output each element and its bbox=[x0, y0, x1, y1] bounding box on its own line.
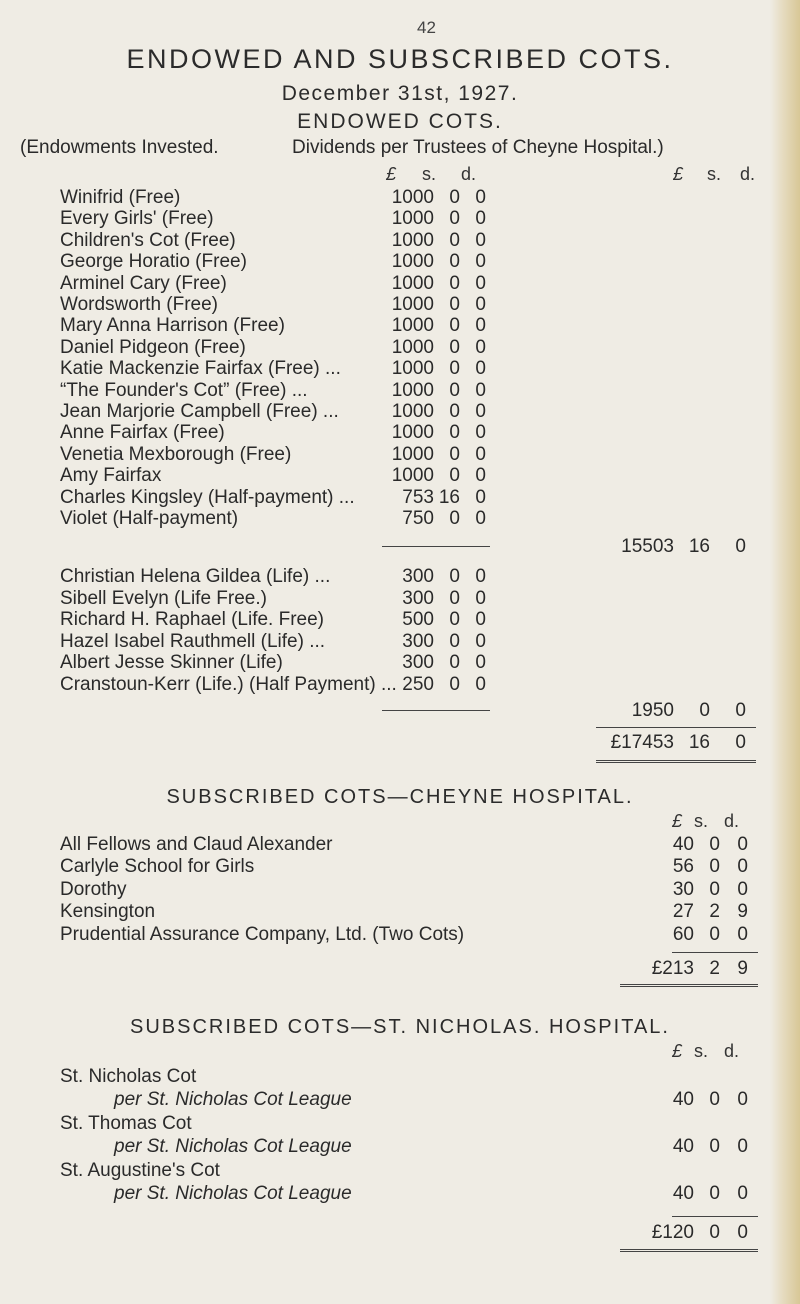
report-date: December 31st, 1927. bbox=[281, 82, 519, 105]
shillings-value: 0 bbox=[449, 465, 460, 487]
pence-value: 0 bbox=[475, 630, 486, 652]
shillings-value: 16 bbox=[438, 486, 460, 508]
endowed-free-total: 15503 16 0 bbox=[621, 536, 746, 557]
pounds-value: 300 bbox=[402, 652, 434, 674]
grand-total-rule bbox=[620, 1249, 758, 1252]
shillings-header-total: s. bbox=[707, 164, 722, 184]
pounds-value: 1000 bbox=[391, 294, 434, 315]
pounds-value: 1000 bbox=[391, 336, 434, 358]
pence-value: 0 bbox=[475, 379, 486, 401]
cot-name: Prudential Assurance Company, Ltd. (Two Cots) bbox=[60, 923, 465, 945]
stnich-heading: SUBSCRIBED COTS—ST. NICHOLAS. HOSPITAL. bbox=[130, 1016, 670, 1038]
pence-value: 0 bbox=[475, 294, 486, 315]
cot-via: per St. Nicholas Cot League bbox=[114, 1089, 352, 1110]
cot-name: Richard H. Raphael (Life. Free) bbox=[60, 609, 324, 631]
pounds-value: 1000 bbox=[391, 443, 434, 465]
pounds-value: 40 bbox=[672, 1136, 694, 1157]
total-rule bbox=[596, 727, 756, 728]
cot-name: Violet (Half-payment) bbox=[60, 508, 239, 529]
shillings-value: 0 bbox=[449, 315, 460, 337]
cot-name: Every Girls' (Free) bbox=[60, 208, 214, 230]
cot-name: St. Nicholas Cot bbox=[60, 1066, 197, 1087]
list-item bbox=[0, 294, 780, 316]
cheyne-total: £213 2 9 bbox=[651, 958, 748, 979]
shillings-value: 0 bbox=[449, 566, 460, 587]
list-item-detail bbox=[0, 1183, 780, 1205]
pounds-value: 500 bbox=[402, 609, 434, 631]
pounds-value: 1000 bbox=[391, 401, 434, 422]
list-item bbox=[0, 924, 780, 946]
shillings-value: 0 bbox=[709, 834, 720, 855]
pence-value: 0 bbox=[737, 878, 748, 900]
shillings-value: 0 bbox=[449, 652, 460, 674]
endowed-life-total: 1950 0 0 bbox=[631, 700, 746, 721]
list-item bbox=[0, 631, 780, 653]
pence-value: 0 bbox=[475, 336, 486, 358]
list-item-detail bbox=[0, 1136, 780, 1158]
shillings-value: 0 bbox=[449, 609, 460, 631]
pence-value: 0 bbox=[475, 187, 486, 208]
pounds-value: 1000 bbox=[391, 251, 434, 273]
list-item bbox=[0, 358, 780, 380]
pounds-value: 1000 bbox=[391, 315, 434, 337]
list-item bbox=[0, 380, 780, 402]
pence-value: 0 bbox=[475, 422, 486, 444]
pence-value: 0 bbox=[475, 272, 486, 294]
pounds-value: 1000 bbox=[391, 272, 434, 294]
pence-value: 0 bbox=[475, 208, 486, 230]
list-item bbox=[0, 401, 780, 423]
cot-name: Children's Cot (Free) bbox=[60, 229, 236, 251]
list-item bbox=[0, 422, 780, 444]
list-item-detail bbox=[0, 1089, 780, 1111]
cot-name: Amy Fairfax bbox=[60, 465, 162, 487]
stnich-currency-header: £ s. d. bbox=[672, 1041, 740, 1061]
list-item bbox=[0, 879, 780, 901]
cot-name: Mary Anna Harrison (Free) bbox=[60, 315, 285, 337]
list-item bbox=[0, 273, 780, 295]
pence-value: 0 bbox=[475, 587, 486, 609]
shillings-value: 0 bbox=[449, 336, 460, 358]
cot-name: Albert Jesse Skinner (Life) bbox=[60, 652, 283, 674]
list-item bbox=[0, 444, 780, 466]
endowed-heading: ENDOWED COTS. bbox=[297, 110, 503, 133]
pence-value: 0 bbox=[737, 856, 748, 878]
list-item bbox=[0, 508, 780, 530]
subtotal-rule bbox=[672, 952, 758, 953]
pounds-header: £ bbox=[386, 164, 397, 184]
pounds-value: 1000 bbox=[391, 187, 434, 208]
list-item bbox=[0, 1066, 780, 1088]
cot-via: per St. Nicholas Cot League bbox=[114, 1183, 352, 1204]
pounds-value: 300 bbox=[402, 566, 434, 587]
list-item bbox=[0, 465, 780, 487]
pounds-value: 1000 bbox=[391, 422, 434, 444]
cot-name: Kensington bbox=[60, 901, 156, 923]
cot-name: Wordsworth (Free) bbox=[60, 294, 219, 315]
pounds-value: 1000 bbox=[391, 229, 434, 251]
cot-name: All Fellows and Claud Alexander bbox=[60, 834, 333, 855]
shillings-value: 0 bbox=[449, 251, 460, 273]
shillings-value: 0 bbox=[449, 674, 460, 695]
pence-header-total: d. bbox=[740, 164, 756, 184]
cheyne-currency-header: £ s. d. bbox=[672, 811, 740, 831]
shillings-value: 0 bbox=[709, 923, 720, 945]
cot-name: St. Thomas Cot bbox=[60, 1113, 192, 1134]
cot-name: Cranstoun-Kerr (Life.) (Half Payment) ... bbox=[60, 674, 397, 695]
pounds-value: 300 bbox=[402, 587, 434, 609]
cot-name: Charles Kingsley (Half-payment) ... bbox=[60, 486, 355, 508]
shillings-value: 0 bbox=[709, 1183, 720, 1204]
shillings-value: 0 bbox=[449, 294, 460, 315]
list-item bbox=[0, 1160, 780, 1182]
pounds-value: 1000 bbox=[391, 379, 434, 401]
subtotal-rule bbox=[672, 1216, 758, 1217]
pence-value: 0 bbox=[475, 652, 486, 674]
pounds-value: 1000 bbox=[391, 208, 434, 230]
pounds-value: 60 bbox=[672, 923, 694, 945]
list-item bbox=[0, 251, 780, 273]
pounds-value: 1000 bbox=[391, 465, 434, 487]
shillings-value: 0 bbox=[449, 229, 460, 251]
pence-value: 0 bbox=[475, 401, 486, 422]
pounds-value: 1000 bbox=[391, 358, 434, 380]
pounds-value: 753 bbox=[402, 486, 434, 508]
page-number: 42 bbox=[417, 18, 436, 37]
list-item bbox=[0, 834, 780, 856]
pounds-value: 27 bbox=[672, 901, 694, 923]
cot-name: Winifrid (Free) bbox=[60, 187, 181, 208]
pounds-value: 750 bbox=[402, 508, 434, 529]
cot-name: Dorothy bbox=[60, 878, 127, 900]
list-item bbox=[0, 208, 780, 230]
shillings-value: 2 bbox=[709, 901, 720, 923]
pence-value: 0 bbox=[475, 358, 486, 380]
shillings-value: 0 bbox=[449, 508, 460, 529]
pounds-value: 56 bbox=[672, 856, 694, 878]
pounds-value: 30 bbox=[672, 878, 694, 900]
cot-name: St. Augustine's Cot bbox=[60, 1160, 220, 1181]
list-item bbox=[0, 652, 780, 674]
pence-value: 0 bbox=[737, 923, 748, 945]
pence-value: 0 bbox=[475, 674, 486, 695]
pence-value: 0 bbox=[475, 251, 486, 273]
shillings-value: 0 bbox=[449, 379, 460, 401]
pence-value: 0 bbox=[475, 486, 486, 508]
shillings-value: 0 bbox=[449, 630, 460, 652]
pence-value: 0 bbox=[737, 834, 748, 855]
pence-value: 0 bbox=[737, 1136, 748, 1157]
shillings-value: 0 bbox=[449, 208, 460, 230]
list-item bbox=[0, 337, 780, 359]
shillings-header: s. bbox=[422, 164, 437, 184]
shillings-value: 0 bbox=[709, 1136, 720, 1157]
pence-value: 0 bbox=[737, 1183, 748, 1204]
cot-name: Arminel Cary (Free) bbox=[60, 272, 227, 294]
page-title: ENDOWED AND SUBSCRIBED COTS. bbox=[126, 44, 674, 74]
shillings-value: 0 bbox=[449, 187, 460, 208]
list-item bbox=[0, 187, 780, 209]
pence-value: 0 bbox=[475, 566, 486, 587]
cot-name: Daniel Pidgeon (Free) bbox=[60, 336, 246, 358]
cheyne-heading: SUBSCRIBED COTS—CHEYNE HOSPITAL. bbox=[166, 786, 634, 808]
pence-value: 0 bbox=[475, 465, 486, 487]
list-item bbox=[0, 230, 780, 252]
cot-name: Jean Marjorie Campbell (Free) ... bbox=[60, 401, 339, 422]
pence-value: 0 bbox=[475, 315, 486, 337]
list-item bbox=[0, 566, 780, 588]
stnich-total: £120 0 0 bbox=[651, 1222, 748, 1243]
cot-name: George Horatio (Free) bbox=[60, 251, 247, 273]
cot-name: Katie Mackenzie Fairfax (Free) ... bbox=[60, 358, 341, 380]
shillings-value: 0 bbox=[449, 422, 460, 444]
pence-value: 9 bbox=[737, 901, 748, 923]
pounds-value: 250 bbox=[402, 674, 434, 695]
list-item bbox=[0, 901, 780, 923]
shillings-value: 0 bbox=[709, 856, 720, 878]
cot-name: Carlyle School for Girls bbox=[60, 856, 255, 878]
grand-total-rule bbox=[620, 984, 758, 987]
cot-name: Venetia Mexborough (Free) bbox=[60, 443, 292, 465]
cot-name: Sibell Evelyn (Life Free.) bbox=[60, 587, 267, 609]
cot-name: Anne Fairfax (Free) bbox=[60, 422, 225, 444]
shillings-value: 0 bbox=[449, 401, 460, 422]
cot-name: Hazel Isabel Rauthmell (Life) ... bbox=[60, 630, 326, 652]
list-item bbox=[0, 1113, 780, 1135]
list-item bbox=[0, 609, 780, 631]
shillings-value: 0 bbox=[449, 587, 460, 609]
pounds-value: 300 bbox=[402, 630, 434, 652]
endowed-currency-header bbox=[0, 164, 780, 186]
endowed-sub-left: (Endowments Invested. bbox=[20, 137, 219, 158]
grand-total-rule bbox=[596, 760, 756, 763]
shillings-value: 0 bbox=[709, 878, 720, 900]
pence-value: 0 bbox=[475, 508, 486, 529]
pence-value: 0 bbox=[737, 1089, 748, 1110]
pence-value: 0 bbox=[475, 443, 486, 465]
cot-name: “The Founder's Cot” (Free) ... bbox=[60, 379, 308, 401]
list-item bbox=[0, 487, 780, 509]
endowed-grand-total: £17453 16 0 bbox=[610, 732, 746, 753]
list-item bbox=[0, 588, 780, 610]
pounds-value: 40 bbox=[672, 1183, 694, 1204]
cot-via: per St. Nicholas Cot League bbox=[114, 1136, 352, 1157]
endowed-sub-right: Dividends per Trustees of Cheyne Hospital.) bbox=[292, 137, 664, 158]
pounds-header-total: £ bbox=[673, 164, 684, 184]
shillings-value: 0 bbox=[449, 358, 460, 380]
list-item bbox=[0, 315, 780, 337]
list-item bbox=[0, 856, 780, 878]
pence-value: 0 bbox=[475, 609, 486, 631]
shillings-value: 0 bbox=[709, 1089, 720, 1110]
pence-header: d. bbox=[461, 164, 477, 184]
pounds-value: 40 bbox=[672, 1089, 694, 1110]
shillings-value: 0 bbox=[449, 272, 460, 294]
list-item bbox=[0, 674, 780, 696]
cot-name: Christian Helena Gildea (Life) ... bbox=[60, 566, 331, 587]
shillings-value: 0 bbox=[449, 443, 460, 465]
pence-value: 0 bbox=[475, 229, 486, 251]
pounds-value: 40 bbox=[672, 834, 694, 855]
